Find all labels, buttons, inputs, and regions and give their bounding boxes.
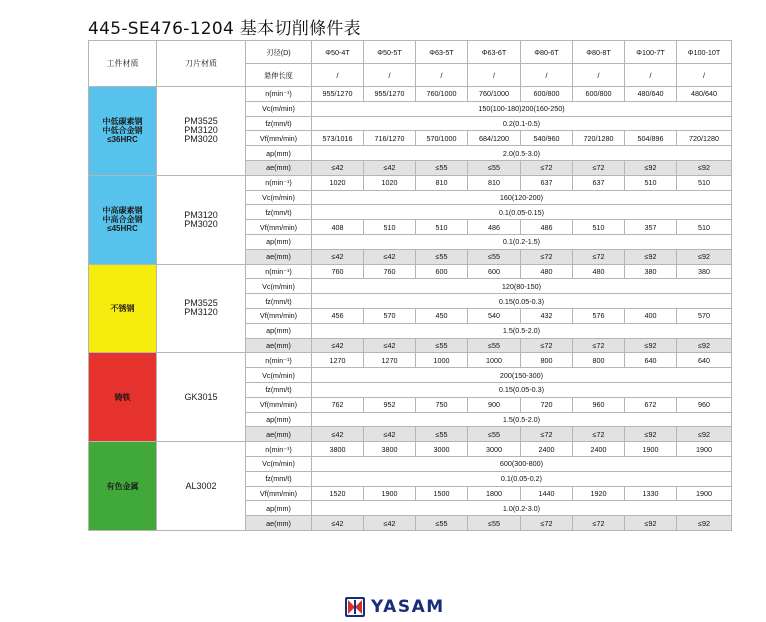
param-value-ae: ≤42 (364, 160, 416, 175)
param-value-ae: ≤92 (677, 160, 732, 175)
tool-grade-label: PM3120 PM3020 (184, 209, 218, 229)
param-value-vf: 510 (677, 220, 732, 235)
param-value-vf: 576 (573, 308, 625, 323)
param-value-ae: ≤42 (364, 338, 416, 353)
material-cell (89, 264, 157, 353)
param-value-vf: 1900 (364, 486, 416, 501)
param-value-n: 955/1270 (312, 87, 364, 102)
tool-grade-cell (157, 353, 246, 442)
param-value-ae: ≤72 (573, 427, 625, 442)
param-value-n: 480 (521, 264, 573, 279)
param-label-n: n(min⁻¹) (246, 264, 312, 279)
param-value-vf: 456 (312, 308, 364, 323)
param-value-ae: ≤92 (625, 249, 677, 264)
param-value-vf: 450 (416, 308, 468, 323)
param-value-vf: 1520 (312, 486, 364, 501)
param-value-vf: 486 (468, 220, 521, 235)
param-value-n: 380 (625, 264, 677, 279)
material-label: 铸铁 (114, 392, 131, 402)
param-value-ae: ≤42 (312, 160, 364, 175)
param-value-vf: 720/1280 (573, 131, 625, 146)
param-value-fz: 0.1(0.05-0.15) (312, 205, 732, 220)
param-label-ae: ae(mm) (246, 249, 312, 264)
param-value-vf: 510 (416, 220, 468, 235)
param-value-ae: ≤55 (468, 249, 521, 264)
param-value-n: 3000 (416, 442, 468, 457)
param-label-ae: ae(mm) (246, 516, 312, 531)
diameter-header: 刃径(D) (246, 41, 312, 64)
param-value-ae: ≤55 (416, 338, 468, 353)
length-cell: / (573, 64, 625, 87)
param-value-ae: ≤42 (312, 249, 364, 264)
param-value-n: 480/640 (625, 87, 677, 102)
param-value-ae: ≤42 (312, 516, 364, 531)
length-cell: / (312, 64, 364, 87)
param-value-n: 760/1000 (468, 87, 521, 102)
param-value-ae: ≤55 (468, 427, 521, 442)
param-value-n: 600 (468, 264, 521, 279)
brand-name: YASAM (371, 597, 445, 617)
table-row (89, 353, 732, 368)
param-value-vf: 400 (625, 308, 677, 323)
param-label-ap: ap(mm) (246, 412, 312, 427)
diameter-cell: Φ100-7T (625, 41, 677, 64)
diameter-cell: Φ50-5T (364, 41, 416, 64)
cutting-conditions-table (88, 40, 732, 531)
param-label-fz: fz(mm/t) (246, 116, 312, 131)
param-value-vf: 762 (312, 397, 364, 412)
param-value-ae: ≤92 (625, 516, 677, 531)
param-value-vf: 900 (468, 397, 521, 412)
tool-grade-cell (157, 175, 246, 264)
brand-logo (345, 597, 445, 617)
param-value-n: 510 (625, 175, 677, 190)
material-label: 中高碳素钢 中高合金钢 ≤45HRC (102, 206, 143, 234)
param-value-ae: ≤92 (677, 427, 732, 442)
param-value-ae: ≤92 (677, 249, 732, 264)
param-value-n: 2400 (521, 442, 573, 457)
param-value-ae: ≤72 (573, 249, 625, 264)
param-value-vf: 504/896 (625, 131, 677, 146)
param-value-ae: ≤72 (573, 160, 625, 175)
param-value-vf: 720 (521, 397, 573, 412)
param-value-vf: 716/1270 (364, 131, 416, 146)
param-value-ae: ≤92 (625, 338, 677, 353)
tool-header: 刀片材质 (157, 41, 246, 87)
param-value-n: 480 (573, 264, 625, 279)
param-value-n: 640 (677, 353, 732, 368)
length-cell: / (625, 64, 677, 87)
param-label-ap: ap(mm) (246, 501, 312, 516)
tool-grade-label: GK3015 (184, 391, 218, 402)
param-value-ae: ≤55 (416, 516, 468, 531)
length-cell: / (364, 64, 416, 87)
param-value-ae: ≤55 (416, 249, 468, 264)
param-value-n: 3800 (312, 442, 364, 457)
param-value-n: 600 (416, 264, 468, 279)
material-label: 中低碳素钢 中低合金钢 ≤36HRC (102, 117, 143, 145)
param-value-vf: 570 (364, 308, 416, 323)
param-value-n: 637 (521, 175, 573, 190)
param-value-vf: 540/960 (521, 131, 573, 146)
diameter-cell: Φ80-6T (521, 41, 573, 64)
param-label-fz: fz(mm/t) (246, 382, 312, 397)
param-value-n: 1900 (625, 442, 677, 457)
param-label-n: n(min⁻¹) (246, 175, 312, 190)
param-label-vc: Vc(m/min) (246, 101, 312, 116)
param-value-ae: ≤72 (573, 338, 625, 353)
tool-grade-label: PM3525 PM3120 PM3020 (184, 116, 218, 145)
param-value-fz: 0.15(0.05-0.3) (312, 382, 732, 397)
param-label-vf: Vf(mm/min) (246, 486, 312, 501)
param-value-ap: 2.0(0.5-3.0) (312, 146, 732, 161)
length-cell: / (521, 64, 573, 87)
length-cell: / (677, 64, 732, 87)
tool-grade-label: AL3002 (185, 480, 217, 491)
param-label-vf: Vf(mm/min) (246, 220, 312, 235)
param-value-ae: ≤42 (312, 427, 364, 442)
param-label-fz: fz(mm/t) (246, 471, 312, 486)
material-cell (89, 175, 157, 264)
param-value-vf: 1440 (521, 486, 573, 501)
param-value-n: 1270 (364, 353, 416, 368)
param-value-ae: ≤92 (677, 516, 732, 531)
param-value-vf: 960 (573, 397, 625, 412)
param-value-n: 637 (573, 175, 625, 190)
param-value-vf: 573/1016 (312, 131, 364, 146)
param-value-ae: ≤55 (468, 160, 521, 175)
material-cell (89, 353, 157, 442)
param-value-vc: 120(80-150) (312, 279, 732, 294)
param-value-ae: ≤72 (521, 160, 573, 175)
param-value-ae: ≤72 (521, 516, 573, 531)
param-value-ae: ≤55 (468, 338, 521, 353)
param-value-ae: ≤72 (521, 427, 573, 442)
param-value-ae: ≤72 (573, 516, 625, 531)
param-value-vc: 600(300-800) (312, 456, 732, 471)
param-value-vc: 200(150-300) (312, 368, 732, 383)
material-cell (89, 442, 157, 531)
param-value-ae: ≤42 (364, 516, 416, 531)
param-label-ap: ap(mm) (246, 146, 312, 161)
param-label-ae: ae(mm) (246, 427, 312, 442)
param-label-vf: Vf(mm/min) (246, 131, 312, 146)
param-value-n: 1020 (312, 175, 364, 190)
param-label-vc: Vc(m/min) (246, 368, 312, 383)
param-value-vf: 750 (416, 397, 468, 412)
diameter-cell: Φ50-4T (312, 41, 364, 64)
diameter-cell: Φ80-8T (573, 41, 625, 64)
param-value-n: 810 (468, 175, 521, 190)
param-value-vf: 672 (625, 397, 677, 412)
length-cell: / (416, 64, 468, 87)
param-value-n: 1270 (312, 353, 364, 368)
param-value-ae: ≤55 (468, 516, 521, 531)
yasam-logo-icon (345, 597, 365, 617)
param-value-vf: 432 (521, 308, 573, 323)
param-label-n: n(min⁻¹) (246, 87, 312, 102)
param-value-ae: ≤72 (521, 338, 573, 353)
param-value-vf: 510 (364, 220, 416, 235)
param-value-vf: 1900 (677, 486, 732, 501)
param-value-vf: 486 (521, 220, 573, 235)
param-label-vc: Vc(m/min) (246, 190, 312, 205)
table-row (89, 87, 732, 102)
param-value-n: 480/640 (677, 87, 732, 102)
diameter-cell: Φ63-6T (468, 41, 521, 64)
param-value-vf: 540 (468, 308, 521, 323)
param-value-n: 760 (312, 264, 364, 279)
tool-grade-label: PM3525 PM3120 (184, 298, 218, 318)
param-value-ae: ≤55 (416, 160, 468, 175)
param-value-vf: 684/1200 (468, 131, 521, 146)
param-value-n: 380 (677, 264, 732, 279)
param-value-fz: 0.15(0.05-0.3) (312, 294, 732, 309)
param-label-vf: Vf(mm/min) (246, 308, 312, 323)
param-value-vf: 408 (312, 220, 364, 235)
param-value-vf: 952 (364, 397, 416, 412)
material-header: 工件材质 (89, 41, 157, 87)
param-value-vc: 150(100-180)200(160-250) (312, 101, 732, 116)
param-value-n: 1000 (468, 353, 521, 368)
table-row (89, 442, 732, 457)
param-value-vf: 1330 (625, 486, 677, 501)
param-value-n: 600/800 (521, 87, 573, 102)
param-value-n: 1020 (364, 175, 416, 190)
material-label: 不锈钢 (110, 303, 135, 313)
param-label-ap: ap(mm) (246, 234, 312, 249)
param-value-vf: 720/1280 (677, 131, 732, 146)
length-cell: / (468, 64, 521, 87)
param-value-ae: ≤42 (364, 249, 416, 264)
param-label-n: n(min⁻¹) (246, 442, 312, 457)
param-value-ae: ≤92 (677, 338, 732, 353)
header-row-diameter (89, 41, 732, 64)
tool-grade-cell (157, 264, 246, 353)
param-value-vf: 570 (677, 308, 732, 323)
material-cell (89, 87, 157, 176)
param-value-vf: 570/1000 (416, 131, 468, 146)
param-label-fz: fz(mm/t) (246, 294, 312, 309)
tool-grade-cell (157, 87, 246, 176)
param-value-vc: 160(120-200) (312, 190, 732, 205)
param-value-vf: 1800 (468, 486, 521, 501)
param-value-n: 800 (521, 353, 573, 368)
param-value-ae: ≤72 (521, 249, 573, 264)
param-value-ap: 0.1(0.2-1.5) (312, 234, 732, 249)
tool-grade-cell (157, 442, 246, 531)
param-value-n: 3000 (468, 442, 521, 457)
diameter-cell: Φ100-10T (677, 41, 732, 64)
param-value-n: 800 (573, 353, 625, 368)
param-value-n: 1900 (677, 442, 732, 457)
param-label-vc: Vc(m/min) (246, 456, 312, 471)
table-row (89, 264, 732, 279)
param-label-ae: ae(mm) (246, 338, 312, 353)
length-header: 悬伸长度 (246, 64, 312, 87)
param-value-n: 760 (364, 264, 416, 279)
page-title: 445-SE476-1204 基本切削條件表 (88, 19, 361, 39)
param-value-vf: 510 (573, 220, 625, 235)
param-value-vf: 960 (677, 397, 732, 412)
table-row (89, 175, 732, 190)
param-value-n: 810 (416, 175, 468, 190)
material-label: 有色金属 (106, 481, 139, 491)
param-value-vf: 1920 (573, 486, 625, 501)
param-label-vf: Vf(mm/min) (246, 397, 312, 412)
param-value-ap: 1.5(0.5-2.0) (312, 412, 732, 427)
param-value-n: 1000 (416, 353, 468, 368)
param-value-fz: 0.2(0.1-0.5) (312, 116, 732, 131)
param-value-ap: 1.5(0.5-2.0) (312, 323, 732, 338)
param-label-ae: ae(mm) (246, 160, 312, 175)
param-value-n: 510 (677, 175, 732, 190)
param-value-ae: ≤42 (312, 338, 364, 353)
param-value-n: 640 (625, 353, 677, 368)
param-label-ap: ap(mm) (246, 323, 312, 338)
param-value-n: 3800 (364, 442, 416, 457)
param-value-vf: 357 (625, 220, 677, 235)
param-value-vf: 1500 (416, 486, 468, 501)
param-value-ap: 1.0(0.2-3.0) (312, 501, 732, 516)
param-value-fz: 0.1(0.05-0.2) (312, 471, 732, 486)
param-label-n: n(min⁻¹) (246, 353, 312, 368)
param-value-n: 955/1270 (364, 87, 416, 102)
param-value-n: 2400 (573, 442, 625, 457)
param-label-fz: fz(mm/t) (246, 205, 312, 220)
param-value-ae: ≤42 (364, 427, 416, 442)
diameter-cell: Φ63-5T (416, 41, 468, 64)
param-value-ae: ≤55 (416, 427, 468, 442)
param-label-vc: Vc(m/min) (246, 279, 312, 294)
param-value-ae: ≤92 (625, 160, 677, 175)
param-value-ae: ≤92 (625, 427, 677, 442)
param-value-n: 600/800 (573, 87, 625, 102)
param-value-n: 760/1000 (416, 87, 468, 102)
